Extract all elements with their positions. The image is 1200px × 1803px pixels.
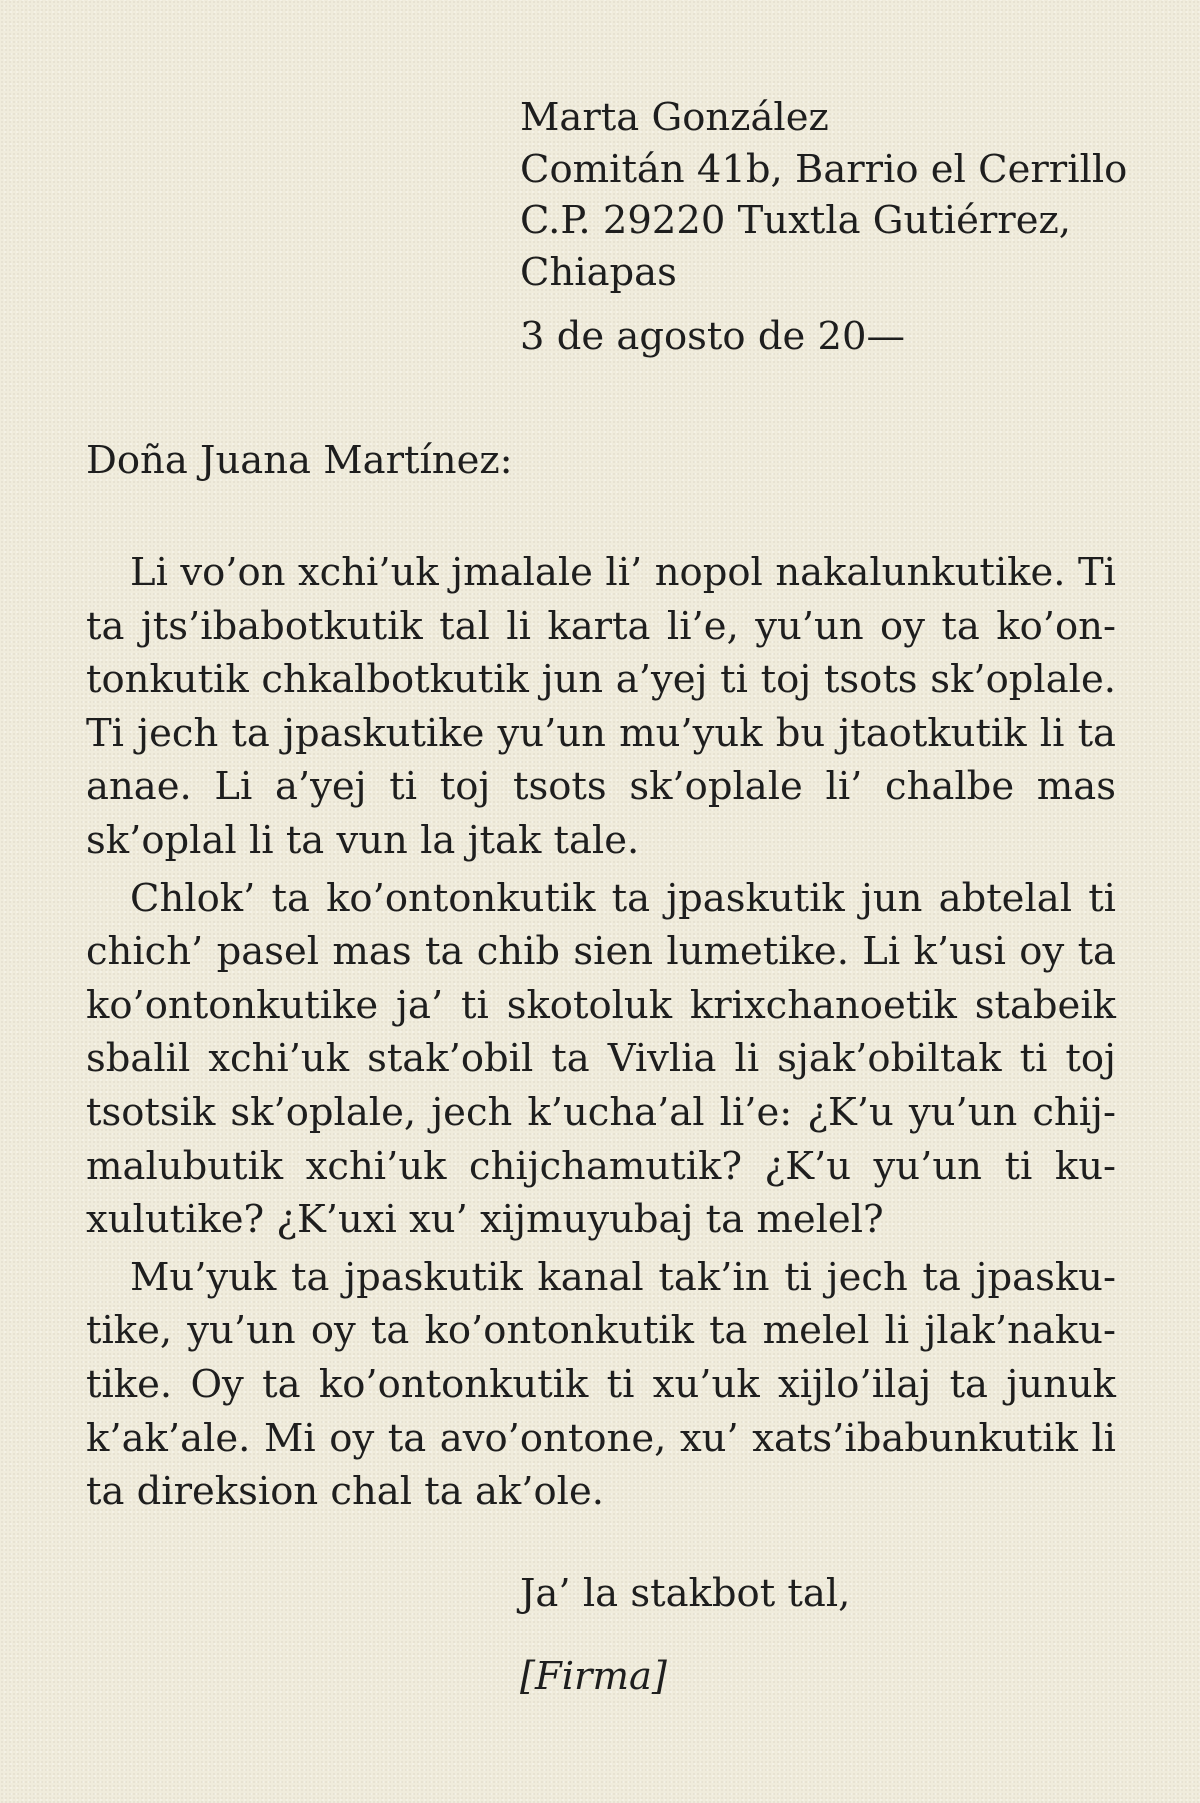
sender-state: Chiapas <box>520 249 677 295</box>
salutation: Doña Juana Martínez: <box>86 438 513 483</box>
sender-name: Marta González <box>520 95 829 140</box>
body-paragraph-1: Li vo’on xchi’uk jmalale li’ nopol nakalunkutike. Ti ta jts’ibabotkutik tal li karta li’e, yu’un oy ta ko’ontonkutik chkalbotkutik jun a’yej ti toj tsots sk’oplale. Ti jech ta jpaskutike yu’un mu’yuk bu jtaotkutik li ta anae. Li a’yej ti toj tsots sk’oplale li’ chalbe mas sk’oplal li ta vun la jtak tale. <box>86 550 1116 863</box>
letter-date: 3 de agosto de 20— <box>520 314 905 359</box>
sender-address-block <box>520 92 1140 298</box>
letter-body <box>86 546 1116 1523</box>
signature-placeholder: [Firma] <box>520 1654 667 1699</box>
body-paragraph-2: Chlok’ ta ko’ontonkutik ta jpaskutik jun abtelal ti chich’ pasel mas ta chib sien lumetike. Li k’usi oy ta ko’ontonkutike ja’ ti skotoluk krixchanoetik stabeik sbalil xchi’uk stak’obil ta Vivlia li sjak’obiltak ti toj tsotsik sk’oplale, jech k’ucha’al li’e: ¿K’u yu’un chijmalubutik xchi’uk chijchamutik? ¿K’u yu’un ti kuxulutike? ¿K’uxi xu’ xijmuyubaj ta melel? <box>86 875 1116 1243</box>
sender-street: Comitán 41b, Barrio el Cerrillo <box>520 146 1128 192</box>
body-paragraph-3: Mu’yuk ta jpaskutik kanal tak’in ti jech ta jpaskutike, yu’un oy ta ko’ontonkutik ta melel li jlak’nakutike. Oy ta ko’ontonkutik ti xu’uk xijlo’ilaj ta junuk k’ak’ale. Mi oy ta avo’ontone, xu’ xats’ibabunkutik li ta direksion chal ta ak’ole. <box>86 1254 1116 1515</box>
sender-city: C.P. 29220 Tuxtla Gutiérrez, <box>520 198 1072 243</box>
closing-line: Ja’ la stakbot tal, <box>520 1571 851 1616</box>
